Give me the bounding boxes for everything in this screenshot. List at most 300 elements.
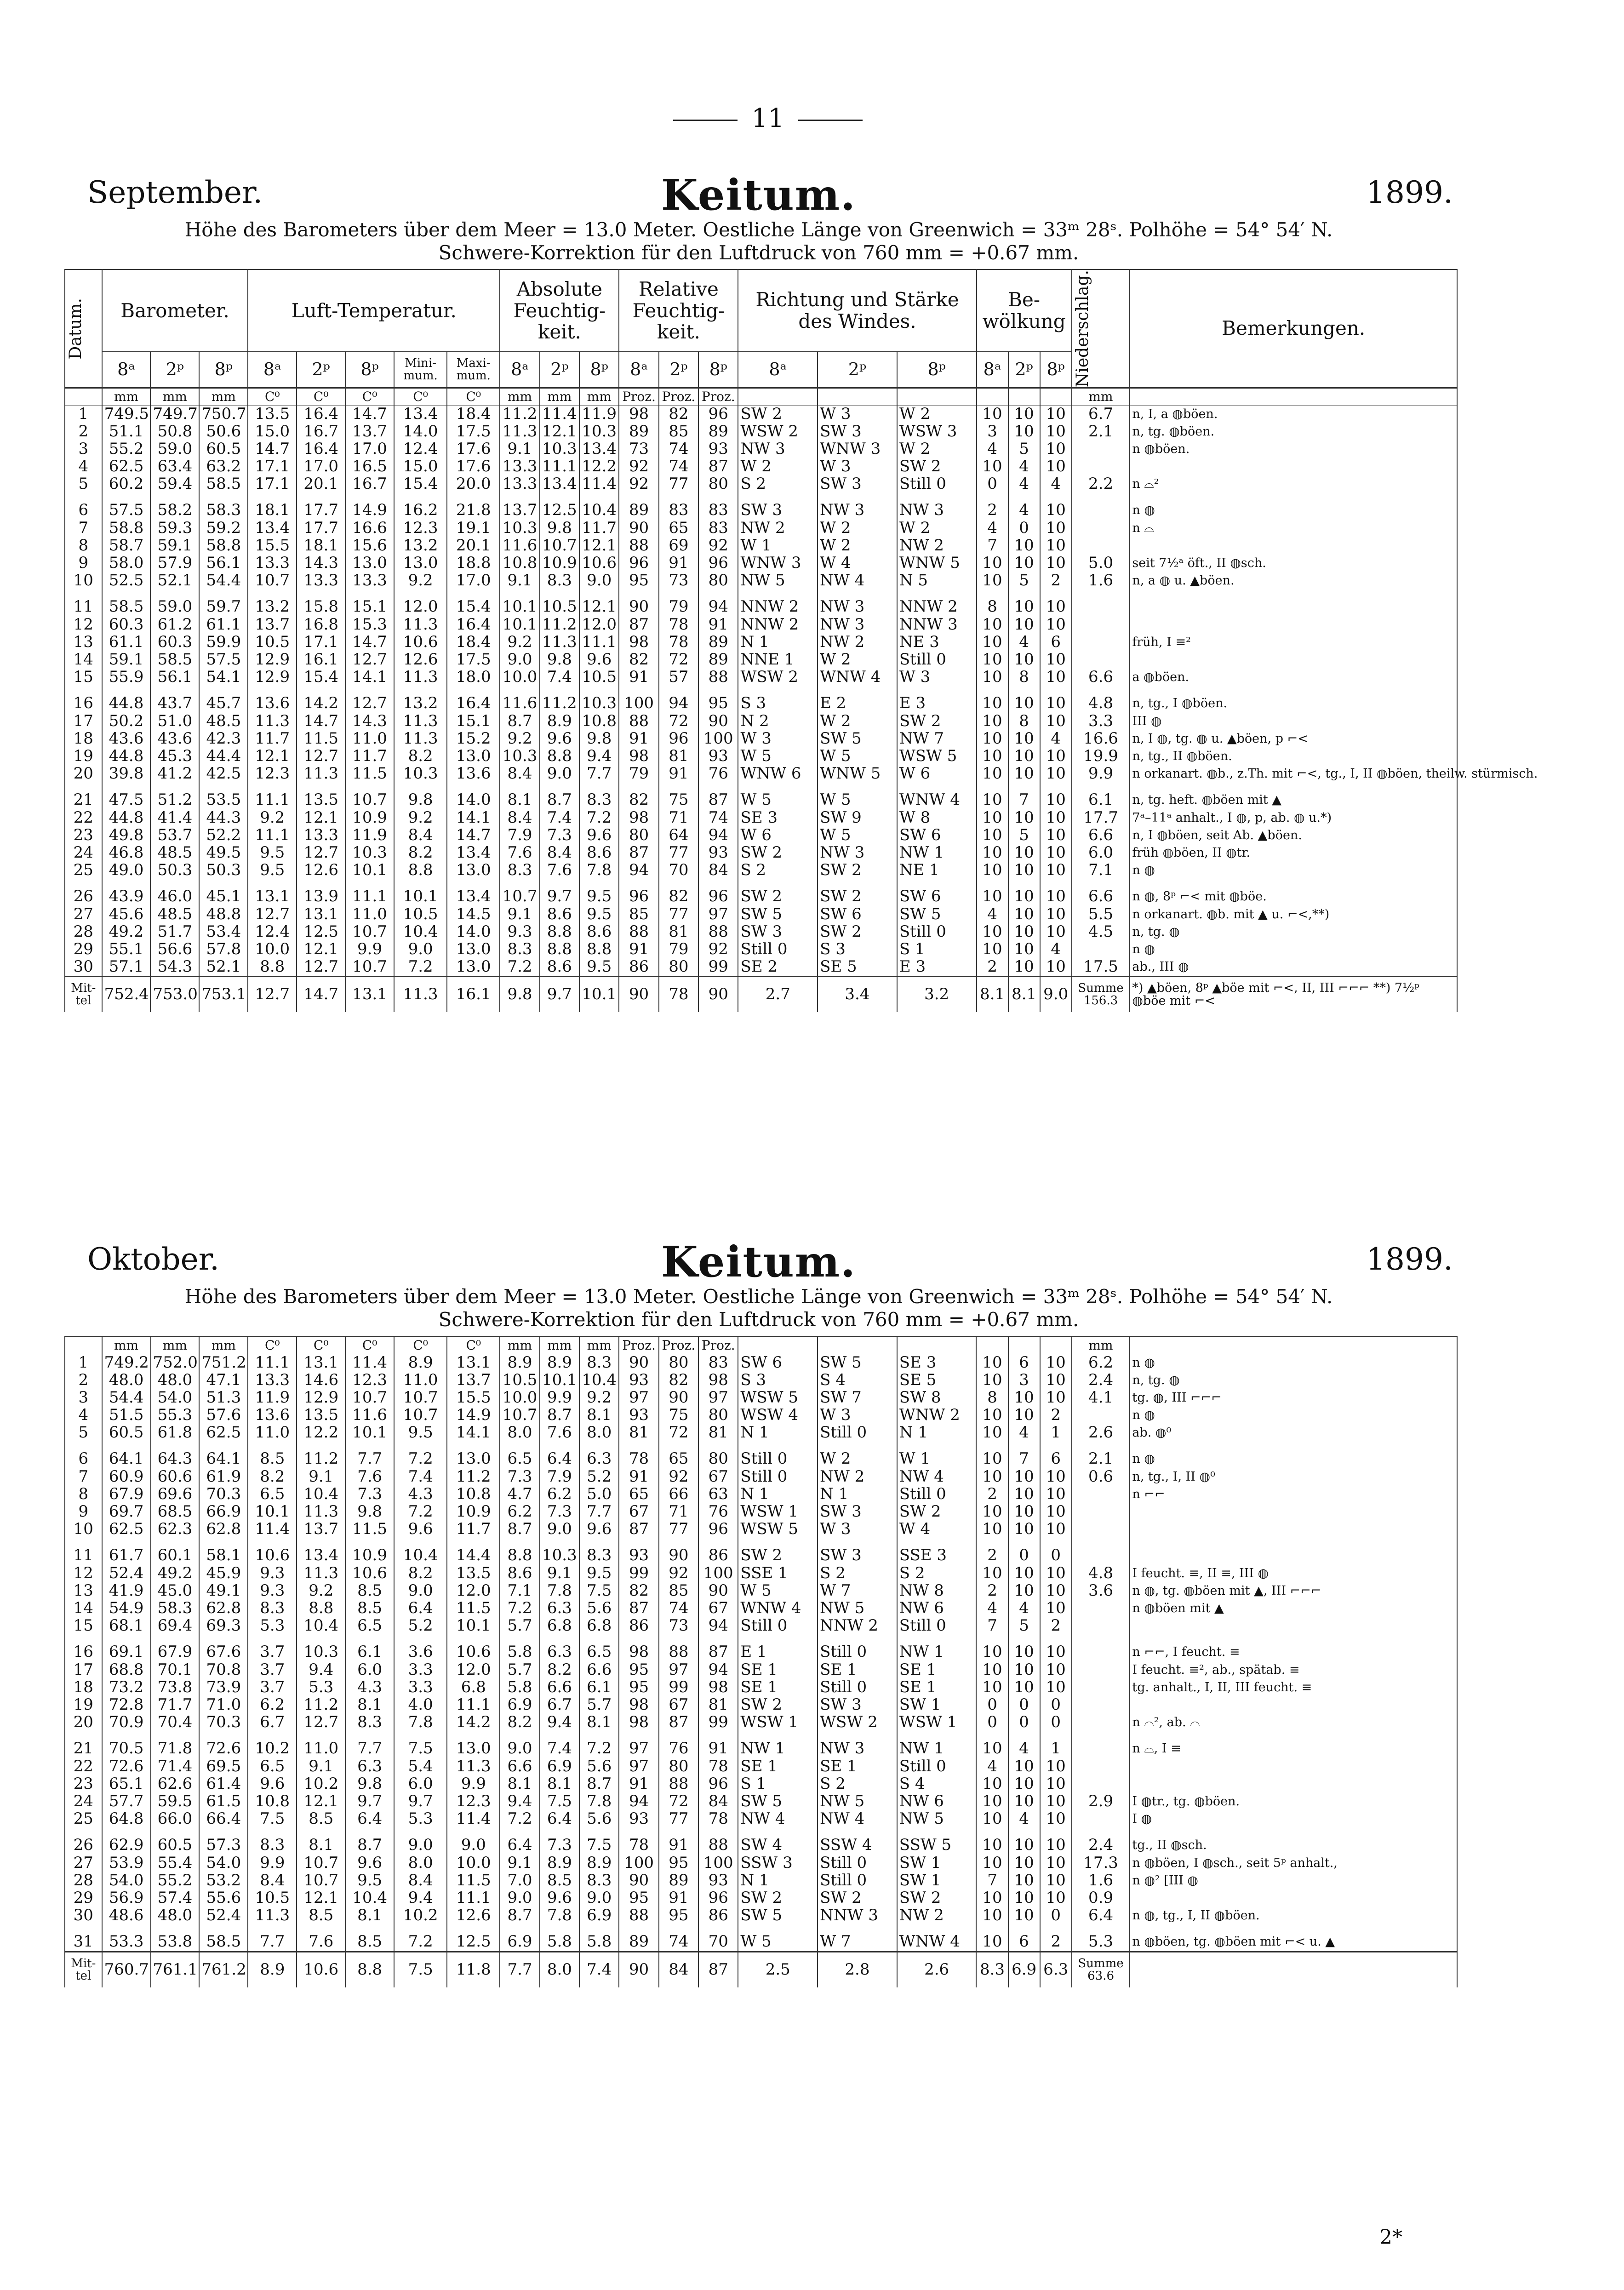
temp-max-cell: 15.4 xyxy=(447,590,500,616)
day-cell: 28 xyxy=(65,1872,102,1889)
baro-8a-cell: 52.5 xyxy=(102,572,151,590)
baro-8p-cell: 70.3 xyxy=(199,1714,248,1731)
baro-8p-cell: 58.5 xyxy=(199,1924,248,1952)
wind-8a-cell: WSW 1 xyxy=(738,1503,818,1521)
baro-8a-cell: 55.1 xyxy=(102,941,151,958)
temp-2p-cell: 16.4 xyxy=(297,406,345,424)
wind-2p-cell: W 7 xyxy=(818,1582,897,1600)
temp-8p-cell: 7.7 xyxy=(345,1731,394,1758)
wind-8a-cell: NW 5 xyxy=(738,572,818,590)
baro-8p-cell: 44.4 xyxy=(199,748,248,765)
wind-8p-cell: SE 3 xyxy=(897,1354,977,1372)
temp-2p-cell: 13.9 xyxy=(297,879,345,906)
temp-2p-cell: 12.1 xyxy=(297,809,345,827)
precip-cell xyxy=(1072,651,1130,669)
cloud-2p-cell: 10 xyxy=(1008,1486,1040,1503)
unit-cell xyxy=(1008,388,1040,406)
temp-max-cell: 14.7 xyxy=(447,827,500,844)
temp-8p-cell: 11.0 xyxy=(345,906,394,923)
cloud-2p-cell: 4 xyxy=(1008,1600,1040,1617)
cloud-8p-cell: 2 xyxy=(1040,1617,1072,1635)
abs-2p-cell: 7.6 xyxy=(540,862,579,879)
baro-2p-cell: 54.0 xyxy=(151,1389,200,1407)
remark-cell: n, tg. ◍ xyxy=(1130,1372,1457,1389)
remark-cell xyxy=(1130,1775,1457,1793)
temp-min-cell: 7.2 xyxy=(394,1924,447,1952)
unit-cell: mm xyxy=(102,1337,151,1354)
wind-8p-cell: SSE 3 xyxy=(897,1538,977,1565)
rel-8a-cell: 82 xyxy=(619,1582,658,1600)
table-row xyxy=(65,616,1457,634)
baro-8p-mean-cell: 761.2 xyxy=(199,1952,248,1988)
abs-8a-cell: 8.3 xyxy=(500,862,539,879)
day-cell: 13 xyxy=(65,1582,102,1600)
temp-8a-cell: 15.5 xyxy=(248,537,297,555)
temp-min-cell: 6.4 xyxy=(394,1600,447,1617)
wind-8a-cell: WSW 1 xyxy=(738,1714,818,1731)
temp-min-cell: 9.0 xyxy=(394,1828,447,1855)
precip-cell: 17.7 xyxy=(1072,809,1130,827)
baro-8p-cell: 48.5 xyxy=(199,713,248,730)
baro-8a-cell: 68.1 xyxy=(102,1617,151,1635)
abs-8p-cell: 9.6 xyxy=(579,1521,619,1538)
wind-8a-cell: WSW 4 xyxy=(738,1407,818,1424)
cloud-2p-cell: 10 xyxy=(1008,406,1040,424)
unit-cell: C⁰ xyxy=(345,388,394,406)
abs-2p-cell: 7.6 xyxy=(540,1424,579,1442)
wind-2p-cell: N 1 xyxy=(818,1486,897,1503)
precip-cell: 0.9 xyxy=(1072,1889,1130,1907)
temp-8a-cell: 11.7 xyxy=(248,730,297,748)
precip-mean-cell: Summe 156.3 xyxy=(1072,977,1130,1013)
abs-8a-cell: 6.5 xyxy=(500,1442,539,1468)
abs-8p-cell: 9.5 xyxy=(579,958,619,977)
day-cell: 15 xyxy=(65,1617,102,1635)
unit-cell: C⁰ xyxy=(297,388,345,406)
table-row xyxy=(65,1731,1457,1758)
baro-2p-cell: 58.5 xyxy=(150,651,199,669)
cloud-8p-cell: 10 xyxy=(1040,1775,1072,1793)
temp-max-cell: 19.1 xyxy=(447,520,500,537)
baro-8a-cell: 60.5 xyxy=(102,1424,151,1442)
abs-8p-cell: 5.6 xyxy=(579,1600,619,1617)
baro-2p-cell: 51.2 xyxy=(150,783,199,809)
rel-8a-cell: 91 xyxy=(619,730,658,748)
wind-8a-cell: SE 1 xyxy=(738,1661,818,1679)
rel-8a-cell: 80 xyxy=(619,827,658,844)
temp-8a-cell: 13.3 xyxy=(248,555,297,572)
rel-8p-cell: 88 xyxy=(698,669,738,686)
temp-8p-cell: 12.7 xyxy=(345,686,394,713)
cloud-8p-cell: 10 xyxy=(1040,958,1072,977)
abs-2p-cell: 8.7 xyxy=(540,783,579,809)
remark-cell: n, tg., I, II ◍⁰ xyxy=(1130,1468,1457,1486)
abs-2p-cell: 10.7 xyxy=(540,537,579,555)
wind-8a-cell: WSW 5 xyxy=(738,1389,818,1407)
cloud-8p-cell: 10 xyxy=(1040,748,1072,765)
cloud-8a-cell: 10 xyxy=(976,1924,1008,1952)
sub-2p: 2ᵖ xyxy=(818,352,897,388)
temp-8a-cell: 9.5 xyxy=(248,844,297,862)
cloud-8p-cell: 10 xyxy=(1040,423,1072,441)
rel-2p-cell: 91 xyxy=(659,765,698,783)
baro-2p-cell: 56.1 xyxy=(150,669,199,686)
unit-cell xyxy=(1008,1337,1040,1354)
wind-2p-mean-cell: 2.8 xyxy=(818,1952,897,1988)
wind-2p-cell: S 3 xyxy=(818,941,897,958)
baro-8p-cell: 69.3 xyxy=(199,1617,248,1635)
temp-max-cell: 13.0 xyxy=(447,862,500,879)
wind-8a-cell: SW 2 xyxy=(738,1889,818,1907)
rel-8p-cell: 78 xyxy=(698,1810,738,1828)
baro-2p-cell: 50.3 xyxy=(150,862,199,879)
temp-min-cell: 10.4 xyxy=(394,1538,447,1565)
temp-max-cell: 15.1 xyxy=(447,713,500,730)
day-cell: 18 xyxy=(65,1679,102,1696)
cloud-8a-cell: 10 xyxy=(976,1565,1008,1582)
baro-8a-cell: 62.5 xyxy=(102,458,151,475)
cloud-2p-cell: 10 xyxy=(1008,1521,1040,1538)
cloud-2p-cell: 0 xyxy=(1008,1714,1040,1731)
baro-8a-cell: 60.3 xyxy=(102,616,151,634)
baro-2p-cell: 49.2 xyxy=(151,1565,200,1582)
temp-min-cell: 11.3 xyxy=(394,616,447,634)
temp-8p-cell: 8.5 xyxy=(345,1600,394,1617)
temp-2p-cell: 17.7 xyxy=(297,493,345,520)
rel-8a-cell: 93 xyxy=(619,1372,658,1389)
baro-2p-cell: 68.5 xyxy=(151,1503,200,1521)
cloud-8a-cell: 8 xyxy=(977,590,1008,616)
cloud-8a-cell: 10 xyxy=(977,827,1008,844)
day-cell: 23 xyxy=(65,827,102,844)
day-cell: 31 xyxy=(65,1924,102,1952)
baro-8p-cell: 70.3 xyxy=(199,1486,248,1503)
cloud-2p-cell: 8 xyxy=(1008,713,1040,730)
table-row xyxy=(65,1889,1457,1907)
temp-8p-cell: 13.3 xyxy=(345,572,394,590)
temp-min-cell: 15.4 xyxy=(394,475,447,493)
baro-8p-cell: 52.1 xyxy=(199,958,248,977)
table-row xyxy=(65,493,1457,520)
remark-cell: n ◍böen mit ▲ xyxy=(1130,1600,1457,1617)
cloud-8p-cell: 6 xyxy=(1040,1442,1072,1468)
wind-8a-cell: N 1 xyxy=(738,1424,818,1442)
temp-min-cell: 3.3 xyxy=(394,1679,447,1696)
temp-2p-cell: 13.5 xyxy=(297,1407,345,1424)
temp-max-cell: 13.4 xyxy=(447,879,500,906)
day-cell: 28 xyxy=(65,923,102,941)
wind-8a-cell: SW 3 xyxy=(738,493,818,520)
cloud-8a-cell: 10 xyxy=(977,634,1008,651)
temp-8p-mean-cell: 8.8 xyxy=(345,1952,394,1988)
remark-cell: n ◍böen. xyxy=(1130,441,1457,458)
unit-cell: mm xyxy=(579,1337,619,1354)
abs-2p-cell: 9.9 xyxy=(540,1389,579,1407)
temp-2p-mean-cell: 10.6 xyxy=(297,1952,345,1988)
baro-8a-cell: 68.8 xyxy=(102,1661,151,1679)
temp-8a-cell: 13.6 xyxy=(248,1407,297,1424)
table-row xyxy=(65,1696,1457,1714)
temp-2p-cell: 12.2 xyxy=(297,1424,345,1442)
abs-8a-cell: 7.9 xyxy=(500,827,539,844)
rel-8a-cell: 87 xyxy=(619,1600,658,1617)
temp-max-cell: 12.5 xyxy=(447,1924,500,1952)
precip-cell xyxy=(1072,1758,1130,1775)
wind-8a-mean-cell: 2.5 xyxy=(738,1952,818,1988)
baro-2p-cell: 58.2 xyxy=(150,493,199,520)
unit-cell: Proz. xyxy=(698,1337,738,1354)
cloud-2p-cell: 10 xyxy=(1008,923,1040,941)
baro-8p-cell: 70.8 xyxy=(199,1661,248,1679)
baro-8p-cell: 61.1 xyxy=(199,616,248,634)
rel-8a-cell: 98 xyxy=(619,634,658,651)
temp-8a-cell: 8.4 xyxy=(248,1872,297,1889)
day-cell: 7 xyxy=(65,520,102,537)
wind-8p-cell: SW 2 xyxy=(897,458,977,475)
temp-8a-cell: 11.1 xyxy=(248,1354,297,1372)
wind-2p-cell: W 2 xyxy=(818,520,897,537)
rel-8p-cell: 81 xyxy=(698,1696,738,1714)
wind-8a-cell: W 1 xyxy=(738,537,818,555)
wind-8a-cell: SW 6 xyxy=(738,1354,818,1372)
abs-2p-cell: 7.9 xyxy=(540,1468,579,1486)
sub-8a: 8ᵃ xyxy=(248,352,297,388)
temp-8a-mean-cell: 8.9 xyxy=(248,1952,297,1988)
wind-8p-cell: SW 1 xyxy=(897,1872,977,1889)
rel-8a-cell: 88 xyxy=(619,923,658,941)
col-bemerkungen: Bemerkungen. xyxy=(1130,269,1457,388)
cloud-8a-cell: 10 xyxy=(976,1635,1008,1661)
rel-8p-cell: 96 xyxy=(698,1889,738,1907)
temp-2p-cell: 12.1 xyxy=(297,1793,345,1810)
wind-8p-cell: W 4 xyxy=(897,1521,977,1538)
wind-2p-cell: W 3 xyxy=(818,406,897,424)
cloud-8p-cell: 10 xyxy=(1040,1793,1072,1810)
temp-8p-cell: 10.4 xyxy=(345,1889,394,1907)
temp-8a-cell: 11.3 xyxy=(248,713,297,730)
wind-8p-cell: SW 2 xyxy=(897,713,977,730)
baro-8a-cell: 43.6 xyxy=(102,730,151,748)
cloud-8p-cell: 10 xyxy=(1040,844,1072,862)
temp-min-cell: 11.3 xyxy=(394,713,447,730)
table-row xyxy=(65,941,1457,958)
abs-2p-cell: 7.4 xyxy=(540,1731,579,1758)
remark-cell: I ◍tr., tg. ◍böen. xyxy=(1130,1793,1457,1810)
temp-2p-cell: 14.3 xyxy=(297,555,345,572)
baro-2p-cell: 50.8 xyxy=(150,423,199,441)
temp-min-cell: 7.2 xyxy=(394,1442,447,1468)
sub-2p: 2ᵖ xyxy=(150,352,199,388)
station-info: Höhe des Barometers über dem Meer = 13.0 Meter. Oestliche Länge von Greenwich = 33ᵐ 28ˢ. Polhöhe = 54° 54′ N. xyxy=(184,1285,1333,1308)
rel-2p-cell: 80 xyxy=(659,1758,698,1775)
wind-8a-cell: NW 4 xyxy=(738,1810,818,1828)
wind-2p-cell: WNW 3 xyxy=(818,441,897,458)
baro-8p-cell: 49.1 xyxy=(199,1582,248,1600)
temp-min-mean-cell: 7.5 xyxy=(394,1952,447,1988)
abs-8a-cell: 8.7 xyxy=(500,1521,539,1538)
rel-8p-cell: 97 xyxy=(698,1389,738,1407)
temp-8p-cell: 11.5 xyxy=(345,765,394,783)
sub-8a: 8ᵃ xyxy=(102,352,151,388)
wind-8a-cell: N 1 xyxy=(738,1872,818,1889)
oktober-header xyxy=(64,1237,1453,1334)
rel-8p-cell: 87 xyxy=(698,458,738,475)
rel-2p-cell: 65 xyxy=(659,1442,698,1468)
baro-8a-cell: 49.0 xyxy=(102,862,151,879)
rel-2p-cell: 85 xyxy=(659,423,698,441)
baro-2p-cell: 54.3 xyxy=(150,958,199,977)
wind-2p-cell: SW 9 xyxy=(818,809,897,827)
temp-8a-cell: 11.0 xyxy=(248,1424,297,1442)
abs-2p-cell: 7.8 xyxy=(540,1907,579,1924)
temp-max-cell: 17.6 xyxy=(447,458,500,475)
mean-label-cell: Mit-tel xyxy=(65,977,102,1013)
cloud-8p-mean-cell: 6.3 xyxy=(1040,1952,1072,1988)
abs-2p-cell: 6.2 xyxy=(540,1486,579,1503)
rel-8a-cell: 94 xyxy=(619,862,658,879)
abs-8a-cell: 10.1 xyxy=(500,616,539,634)
temp-max-cell: 11.5 xyxy=(447,1872,500,1889)
temp-max-cell: 18.8 xyxy=(447,555,500,572)
wind-8p-cell: W 1 xyxy=(897,1442,977,1468)
rel-8a-cell: 91 xyxy=(619,1468,658,1486)
table-row xyxy=(65,1582,1457,1600)
rel-2p-cell: 92 xyxy=(659,1565,698,1582)
cloud-8p-cell: 10 xyxy=(1040,1889,1072,1907)
remark-cell: n ◍ xyxy=(1130,493,1457,520)
abs-8a-cell: 5.7 xyxy=(500,1661,539,1679)
abs-2p-mean-cell: 8.0 xyxy=(540,1952,579,1988)
rel-2p-cell: 82 xyxy=(659,879,698,906)
temp-8p-cell: 15.3 xyxy=(345,616,394,634)
baro-8a-cell: 58.7 xyxy=(102,537,151,555)
temp-min-cell: 12.3 xyxy=(394,520,447,537)
cloud-8p-cell: 10 xyxy=(1040,827,1072,844)
unit-cell: Proz. xyxy=(619,1337,658,1354)
table-row xyxy=(65,1617,1457,1635)
temp-8a-cell: 12.7 xyxy=(248,906,297,923)
rel-8a-cell: 94 xyxy=(619,1793,658,1810)
temp-2p-cell: 8.8 xyxy=(297,1600,345,1617)
wind-8p-cell: W 3 xyxy=(897,669,977,686)
wind-8p-cell: WSW 1 xyxy=(897,1714,977,1731)
rel-2p-cell: 65 xyxy=(659,520,698,537)
rel-8a-cell: 92 xyxy=(619,475,658,493)
temp-8p-cell: 13.0 xyxy=(345,555,394,572)
table-row xyxy=(65,827,1457,844)
wind-8p-cell: SE 1 xyxy=(897,1661,977,1679)
rel-2p-cell: 81 xyxy=(659,923,698,941)
abs-2p-cell: 11.2 xyxy=(540,616,579,634)
baro-8a-mean-cell: 760.7 xyxy=(102,1952,151,1988)
cloud-8a-cell: 10 xyxy=(977,616,1008,634)
table-row xyxy=(65,1775,1457,1793)
baro-2p-cell: 51.0 xyxy=(150,713,199,730)
temp-min-cell: 9.2 xyxy=(394,809,447,827)
temp-2p-cell: 14.6 xyxy=(297,1372,345,1389)
baro-8p-cell: 45.7 xyxy=(199,686,248,713)
table-row xyxy=(65,555,1457,572)
cloud-8a-cell: 10 xyxy=(977,572,1008,590)
temp-8p-cell: 8.1 xyxy=(345,1907,394,1924)
abs-8a-cell: 13.3 xyxy=(500,475,539,493)
unit-cell xyxy=(65,388,102,406)
unit-cell: mm xyxy=(151,1337,200,1354)
wind-8a-cell: NW 3 xyxy=(738,441,818,458)
cloud-8p-cell: 10 xyxy=(1040,1503,1072,1521)
cloud-8a-cell: 7 xyxy=(976,1617,1008,1635)
baro-8p-cell: 66.4 xyxy=(199,1810,248,1828)
page-signature: 2* xyxy=(1379,2226,1402,2249)
rel-8p-cell: 89 xyxy=(698,634,738,651)
wind-8p-cell: W 2 xyxy=(897,520,977,537)
abs-2p-cell: 5.8 xyxy=(540,1924,579,1952)
temp-min-cell: 4.0 xyxy=(394,1696,447,1714)
sub-8p: 8ᵖ xyxy=(698,352,738,388)
precip-cell: 5.5 xyxy=(1072,906,1130,923)
cloud-8a-cell: 10 xyxy=(977,713,1008,730)
baro-2p-cell: 45.0 xyxy=(151,1582,200,1600)
temp-8a-cell: 10.8 xyxy=(248,1793,297,1810)
temp-2p-cell: 17.0 xyxy=(297,458,345,475)
baro-2p-cell: 66.0 xyxy=(151,1810,200,1828)
abs-2p-mean-cell: 9.7 xyxy=(540,977,579,1013)
table-row xyxy=(65,1565,1457,1582)
baro-2p-cell: 69.4 xyxy=(151,1617,200,1635)
baro-8a-cell: 73.2 xyxy=(102,1679,151,1696)
table-row xyxy=(65,862,1457,879)
table-row xyxy=(65,906,1457,923)
rel-2p-cell: 72 xyxy=(659,1793,698,1810)
abs-8a-cell: 7.1 xyxy=(500,1582,539,1600)
rel-2p-cell: 70 xyxy=(659,862,698,879)
temp-8p-cell: 8.3 xyxy=(345,1714,394,1731)
table-row xyxy=(65,748,1457,765)
wind-8a-cell: S 2 xyxy=(738,475,818,493)
wind-8p-cell: W 2 xyxy=(897,441,977,458)
abs-8p-cell: 7.5 xyxy=(579,1828,619,1855)
temp-8p-cell: 10.3 xyxy=(345,844,394,862)
abs-8a-cell: 6.6 xyxy=(500,1758,539,1775)
temp-min-cell: 10.1 xyxy=(394,879,447,906)
temp-max-cell: 11.3 xyxy=(447,1758,500,1775)
abs-8a-cell: 8.9 xyxy=(500,1354,539,1372)
abs-8a-cell: 7.0 xyxy=(500,1872,539,1889)
baro-8p-cell: 62.8 xyxy=(199,1521,248,1538)
baro-2p-cell: 55.2 xyxy=(151,1872,200,1889)
wind-8a-cell: SW 5 xyxy=(738,1793,818,1810)
table-row xyxy=(65,1468,1457,1486)
precip-cell: 4.8 xyxy=(1072,686,1130,713)
cloud-2p-cell: 10 xyxy=(1008,1889,1040,1907)
unit-cell xyxy=(65,1337,102,1354)
rel-8a-cell: 100 xyxy=(619,686,658,713)
rel-8a-cell: 89 xyxy=(619,423,658,441)
col-bewoelkung: Be-wölkung xyxy=(977,269,1072,352)
cloud-8a-cell: 4 xyxy=(977,520,1008,537)
unit-cell xyxy=(738,388,818,406)
abs-8a-cell: 6.9 xyxy=(500,1924,539,1952)
temp-2p-cell: 12.7 xyxy=(297,958,345,977)
baro-2p-cell: 43.7 xyxy=(150,686,199,713)
baro-2p-cell: 55.3 xyxy=(151,1407,200,1424)
precip-cell: 2.2 xyxy=(1072,475,1130,493)
cloud-8a-cell: 10 xyxy=(977,686,1008,713)
rel-8p-cell: 67 xyxy=(698,1600,738,1617)
cloud-8p-cell: 10 xyxy=(1040,493,1072,520)
day-cell: 19 xyxy=(65,748,102,765)
wind-2p-cell: NW 4 xyxy=(818,1810,897,1828)
